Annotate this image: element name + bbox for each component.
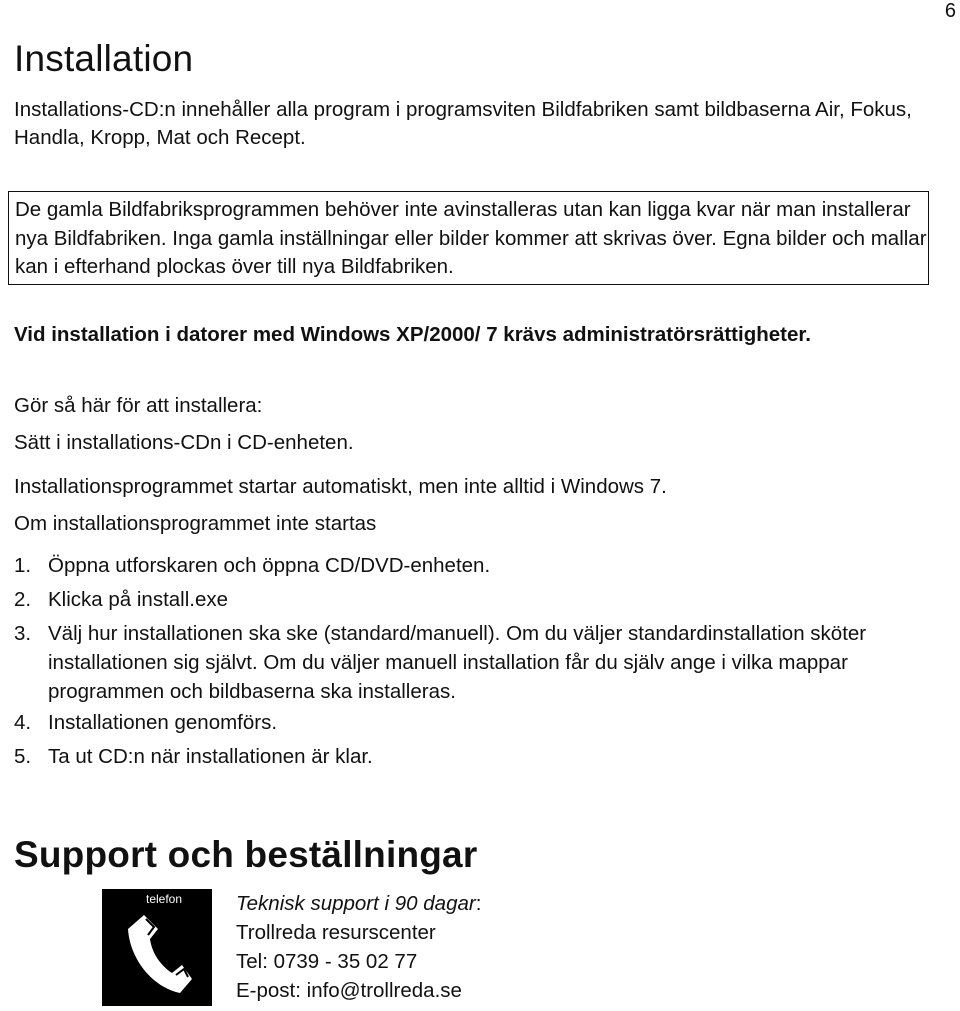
step-number: 1. [14, 554, 32, 577]
phone-badge-label: telefon [146, 892, 183, 906]
step-item [14, 708, 948, 737]
step-text: Öppna utforskaren och öppna CD/DVD-enheten. [48, 554, 491, 577]
company-name: Trollreda resurscenter [236, 921, 436, 944]
if-not-started-note: Om installationsprogrammet inte startas [14, 512, 377, 535]
step-number: 2. [14, 588, 32, 611]
support-period-line [236, 889, 481, 918]
insert-cd-instruction: Sätt i installations-CDn i CD-enheten. [14, 431, 354, 454]
note-box: De gamla Bildfabriksprogrammen behöver inte avinstalleras utan kan ligga kvar när man installerar nya Bildfabriken. Inga gamla inställningar eller bilder kommer att skrivas över. Egna bilder och mallar kan i efterhand plockas över till nya Bildfabriken. [8, 191, 929, 285]
installation-intro: Installations-CD:n innehåller alla program i programsviten Bildfabriken samt bildbaserna Air, Fokus, Handla, Kropp, Mat och Recept. [14, 98, 912, 149]
step-number: 3. [14, 622, 32, 645]
step-text: Installationen genomförs. [48, 711, 278, 734]
step-text: Välj hur installationen ska ske (standard/manuell). Om du väljer standardinstallation sköter installationen sig självt. Om du väljer manuell installation får du själv ange i vilka mappar programmen och bildbaserna ska installeras. [48, 622, 867, 703]
support-period: Teknisk support i 90 dagar [236, 892, 476, 915]
step-item [14, 551, 948, 580]
autostart-note: Installationsprogrammet startar automatiskt, men inte alltid i Windows 7. [14, 475, 667, 498]
step-number: 4. [14, 711, 32, 734]
support-period-suffix: : [475, 892, 482, 915]
admin-warning: Vid installation i datorer med Windows XP/2000/ 7 krävs administratörsrättigheter. [14, 323, 811, 346]
installation-heading: Installation [14, 38, 194, 79]
step-text: Ta ut CD:n när installationen är klar. [48, 745, 373, 768]
phone-badge [102, 889, 212, 1006]
support-contact [236, 889, 481, 1005]
telephone-handset-icon [122, 909, 192, 999]
how-to-install-intro: Gör så här för att installera: [14, 394, 263, 417]
step-item [14, 585, 948, 614]
step-text: Klicka på install.exe [48, 588, 229, 611]
email-address[interactable]: E-post: info@trollreda.se [236, 979, 462, 1002]
phone-number: Tel: 0739 - 35 02 77 [236, 950, 418, 973]
step-number: 5. [14, 745, 32, 768]
support-heading: Support och beställningar [14, 834, 478, 875]
step-item [14, 619, 948, 706]
step-item [14, 742, 948, 771]
page-number: 6 [944, 0, 956, 22]
